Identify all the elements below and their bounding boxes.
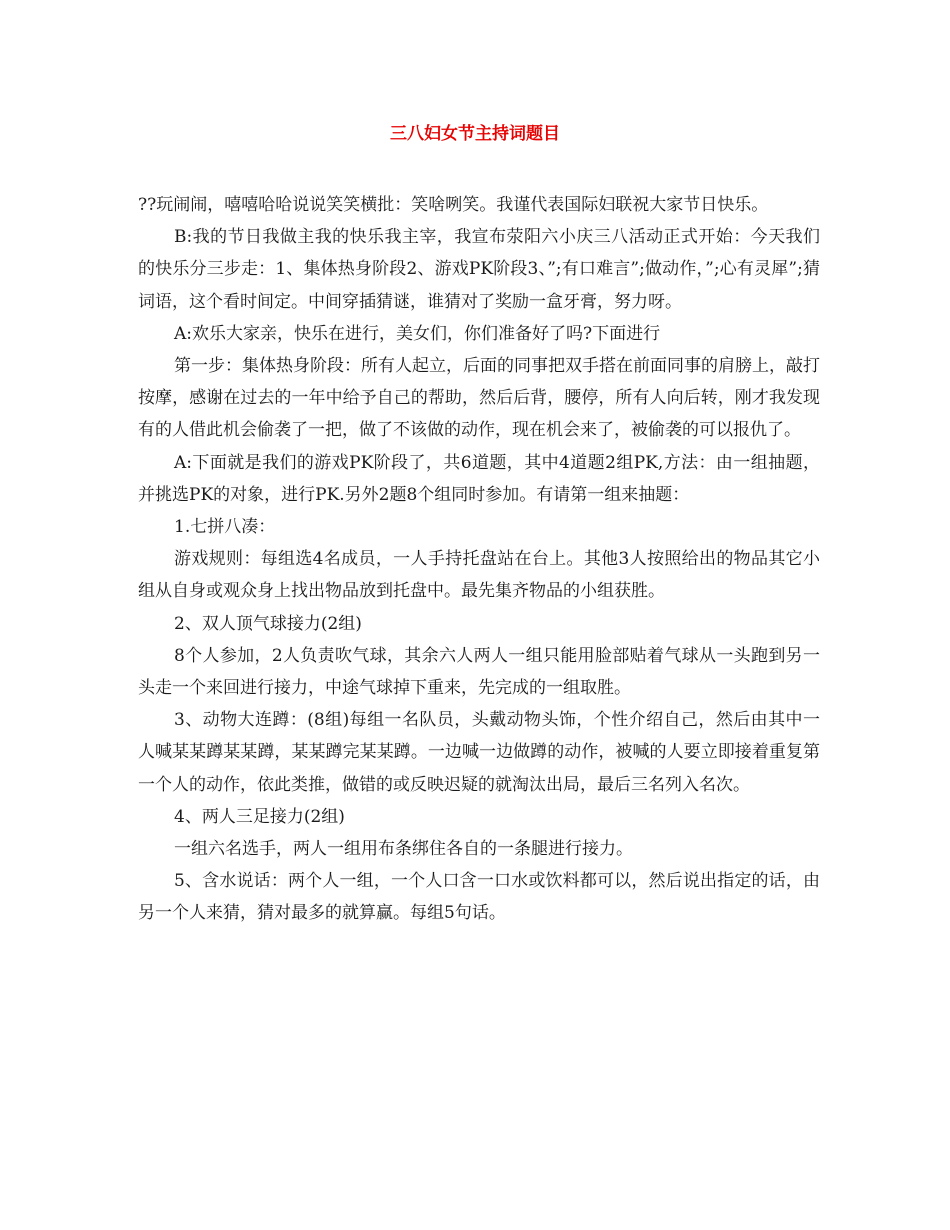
body-paragraph: 4、两人三足接力(2组) bbox=[174, 806, 345, 827]
body-paragraph: 3、动物大连蹲：(8组)每组一名队员，头戴动物头饰，个性介绍自己，然后由其中一人喊某某蹲某某蹲，某某蹲完某某蹲。一边喊一边做蹲的动作，被喊的人要立即接着重复第一个人的动作，依此类推，做错的或反映迟疑的就淘汰出局，最后三名列入名次。 bbox=[138, 710, 820, 795]
body-paragraph: 游戏规则：每组选4名成员，一人手持托盘站在台上。其他3人按照给出的物品其它小组从自身或观众身上找出物品放到托盘中。最先集齐物品的小组获胜。 bbox=[138, 549, 820, 602]
document-title: 三八妇女节主持词题目 bbox=[390, 124, 560, 144]
document-body bbox=[138, 189, 820, 930]
body-paragraph: ??玩闹闹，嘻嘻哈哈说说笑笑横批：笑啥咧笑。我谨代表国际妇联祝大家节日快乐。 bbox=[138, 195, 769, 215]
body-paragraph: A:欢乐大家亲，快乐在进行，美女们，你们准备好了吗?下面进行 bbox=[174, 323, 661, 344]
body-paragraph: B:我的节日我做主我的快乐我主宰，我宣布荥阳六小庆三八活动正式开始：今天我们的快乐分三步走：1、集体热身阶段2、游戏PK阶段3、”;有口难言”;做动作，”;心有灵犀”;猜词语，这个看时间定。中间穿插猜谜，谁猜对了奖励一盒牙膏，努力呀。 bbox=[138, 227, 820, 312]
body-paragraph: 8个人参加，2人负责吹气球，其余六人两人一组只能用脸部贴着气球从一头跑到另一头走一个来回进行接力，中途气球掉下重来，先完成的一组取胜。 bbox=[138, 645, 820, 699]
body-paragraph: 一组六名选手，两人一组用布条绑住各自的一条腿进行接力。 bbox=[174, 839, 633, 860]
body-paragraph: 第一步：集体热身阶段：所有人起立，后面的同事把双手搭在前面同事的肩膀上，敲打按摩，感谢在过去的一年中给予自己的帮助，然后后背，腰停，所有人向后转，刚才我发现有的人借此机会偷袭了一把，做了不该做的动作，现在机会来了，被偷袭的可以报仇了。 bbox=[138, 356, 820, 441]
body-paragraph: A:下面就是我们的游戏PK阶段了，共6道题，其中4道题2组PK,方法：由一组抽题，并挑选PK的对象，进行PK.另外2题8个组同时参加。有请第一组来抽题： bbox=[138, 452, 820, 505]
body-paragraph: 5、含水说话：两个人一组，一个人口含一口水或饮料都可以，然后说出指定的话，由另一个人来猜，猜对最多的就算赢。每组5句话。 bbox=[138, 871, 820, 924]
body-paragraph: 2、双人顶气球接力(2组) bbox=[174, 613, 362, 634]
body-paragraph: 1.七拼八凑： bbox=[174, 517, 276, 538]
